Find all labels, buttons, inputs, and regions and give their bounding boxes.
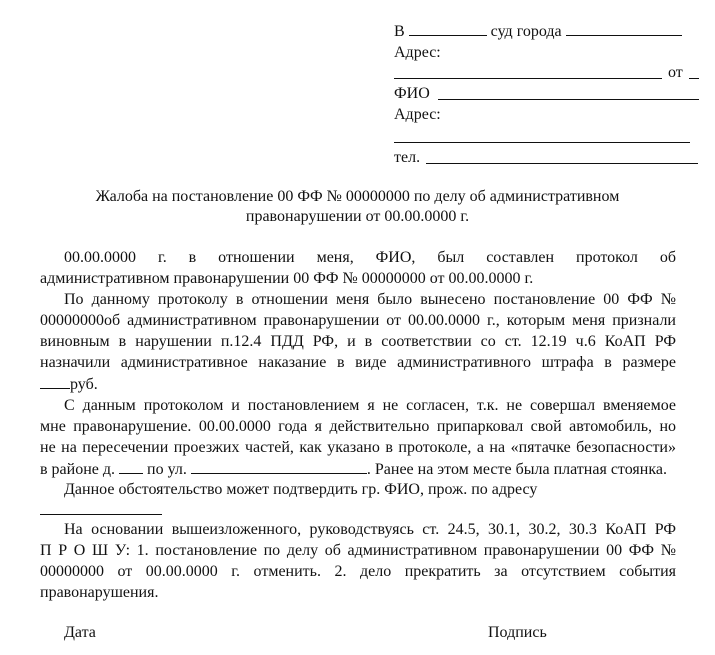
- address2-label: Адрес:: [394, 106, 441, 123]
- date-label: Дата: [64, 624, 96, 641]
- phone-label: тел.: [394, 149, 421, 166]
- street-blank: [191, 459, 367, 474]
- address1-label: Адрес:: [394, 44, 441, 61]
- court-line: [394, 21, 682, 42]
- p3-line3: не на пересечении проезжих частей, как указано в протоколе, а на «пятачке безопасности»: [40, 439, 676, 456]
- court-number-blank: [409, 21, 487, 36]
- fio-blank: [438, 99, 699, 100]
- p2-line4: назначили административное наказание в виде административного штрафа в размере: [40, 354, 676, 371]
- court-prefix: В: [394, 23, 405, 40]
- p5-line1: На основании вышеизложенного, руководствуясь ст. 24.5, 30.1, 30.2, 30.3 КоАП РФ: [64, 521, 676, 538]
- p2-line3: виновным в нарушении п.12.4 ПДД РФ, и в соответствии со ст. 12.19 ч.6 КоАП РФ: [40, 333, 676, 350]
- signature-label: Подпись: [488, 624, 547, 641]
- fio-label: ФИО: [394, 85, 430, 102]
- p3-line4: [40, 459, 667, 480]
- p3-line1: С данным протоколом и постановлением я не согласен, т.к. не совершал вменяемое: [64, 397, 676, 414]
- p1-line1: 00.00.0000 г. в отношении меня, ФИО, был составлен протокол об: [64, 249, 676, 266]
- p2-line5: [40, 374, 98, 395]
- p3-line4-part-b: по ул.: [147, 461, 187, 478]
- court-city-blank: [566, 21, 682, 36]
- p5-line3: 00000000 от 00.00.0000 г. отменить. 2. дело прекратить за отсутствием события: [40, 563, 676, 580]
- p1-line2: административном правонарушении 00 ФФ № 00000000 от 00.00.0000 г.: [40, 270, 534, 287]
- house-number-blank: [119, 459, 143, 474]
- document-title-line1: Жалоба на постановление 00 ФФ № 00000000 по делу об административном: [95, 188, 620, 205]
- phone-blank: [426, 163, 698, 164]
- p5-line4: правонарушения.: [40, 584, 159, 601]
- witness-address-blank: [40, 514, 162, 515]
- p4-line1: Данное обстоятельство может подтвердить гр. ФИО, прож. по адресу: [64, 481, 538, 498]
- p2-line2: 00000000об административном правонарушении от 00.00.0000 г., которым меня признали: [40, 312, 676, 329]
- court-mid: суд города: [490, 23, 562, 40]
- p3-line4-part-c: . Ранее на этом месте была платная стоянка.: [366, 461, 667, 478]
- fine-amount-blank: [40, 374, 70, 389]
- from-label: от: [668, 64, 683, 81]
- from-blank: [689, 78, 699, 79]
- p5-line2: П Р О Ш У: 1. постановление по делу об административном правонарушении 00 ФФ №: [40, 542, 676, 559]
- address1-blank: [394, 78, 662, 79]
- address2-blank: [394, 142, 690, 143]
- p3-line4-part-a: в районе д.: [40, 461, 116, 478]
- document-title-line2: правонарушении от 00.00.0000 г.: [245, 208, 470, 225]
- p2-line5-suffix: руб.: [70, 376, 98, 393]
- p3-line2: мне правонарушение. 00.00.0000 года я действительно припарковал свой автомобиль, но: [40, 418, 676, 435]
- p2-line1: По данному протоколу в отношении меня было вынесено постановление 00 ФФ №: [64, 291, 676, 308]
